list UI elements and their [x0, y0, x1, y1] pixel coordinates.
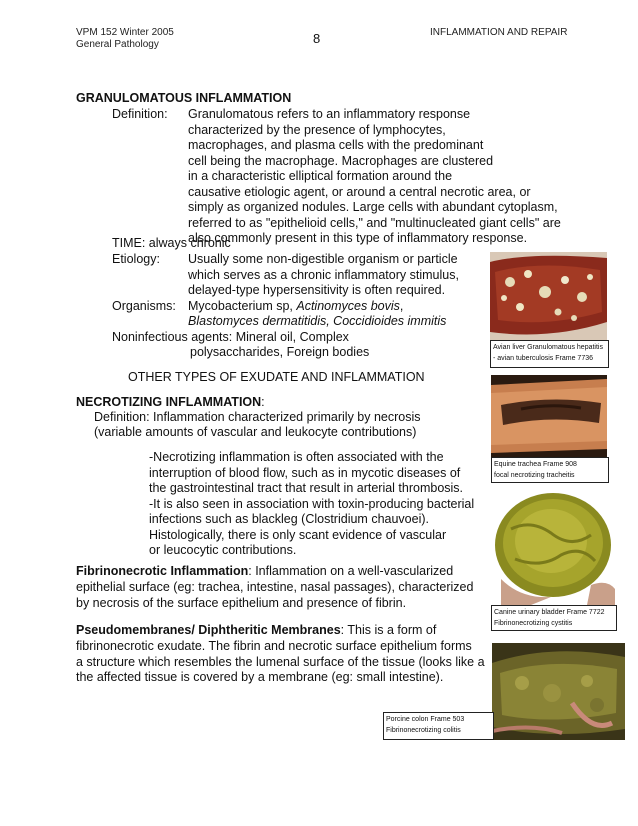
definition-text — [188, 107, 561, 247]
porcine-colon-image — [492, 643, 625, 740]
organisms-plain: Mycobacterium sp, — [188, 299, 297, 313]
time-line: TIME: always chronic — [112, 236, 231, 250]
caption-line: Fibrinonecrotizing cystitis — [494, 620, 573, 627]
equine-trachea-image — [491, 375, 607, 457]
noninfectious-line2: polysaccharides, Foreign bodies — [190, 345, 370, 359]
fibrinonecrotic-line2: epithelial surface (eg: trachea, intestine, nasal passages), characterized — [76, 580, 474, 594]
fibrinonecrotic-title: Fibrinonecrotic Inflammation — [76, 564, 249, 578]
organisms-end: , — [399, 299, 404, 313]
necrotizing-line: -It is also seen in association with toxin-producing bacterial — [149, 496, 475, 511]
canine-bladder-image — [491, 489, 615, 605]
fibrinonecrotic-line3: by necrosis of the surface epithelium and presence of fibrin. — [76, 596, 407, 610]
avian-liver-image — [490, 252, 607, 340]
granulomatous-title: GRANULOMATOUS INFLAMMATION — [76, 91, 292, 105]
etiology-line: delayed-type hypersensitivity is often required. — [188, 283, 446, 297]
necrotizing-line: Histologically, there is only scant evidence of vascular — [149, 527, 447, 542]
definition-line: also commonly present in this type of inflammatory response. — [188, 231, 528, 245]
definition-line: simply as organized nodules. Large cells with abundant cytoplasm, — [188, 200, 558, 214]
figure-canine-bladder-caption — [491, 605, 617, 631]
necrotizing-definition-line1: Definition: Inflammation characterized primarily by necrosis — [94, 410, 421, 424]
necrotizing-line: the gastrointestinal tract that result in arterial thrombosis. — [149, 481, 464, 495]
necrotizing-line: -Necrotizing inflammation is often associated with the — [149, 450, 444, 464]
figure-canine-bladder-photo — [491, 489, 615, 605]
organisms-line2: Blastomyces dermatitidis, Coccidioides immitis — [188, 314, 447, 328]
necrotizing-title-suffix: : — [261, 395, 265, 409]
pseudomembranes-title: Pseudomembranes/ Diphtheritic Membranes — [76, 623, 341, 637]
necrotizing-definition-line2: (variable amounts of vascular and leukocyte contributions) — [94, 425, 417, 439]
caption-line: Equine trachea Frame 908 — [494, 461, 577, 468]
figure-avian-liver-photo — [490, 252, 607, 340]
definition-line: referred to as "epithelioid cells," and "multinucleated giant cells" are — [188, 215, 561, 230]
caption-line: Porcine colon Frame 503 — [386, 716, 465, 723]
definition-line: macrophages, and plasma cells with the predominant — [188, 138, 484, 152]
caption-line: - avian tuberculosis Frame 7736 — [493, 355, 593, 362]
pseudomembranes-line1 — [76, 623, 436, 639]
definition-line: causative etiologic agent, or around a central necrotic area, or — [188, 184, 531, 199]
definition-line: Granulomatous refers to an inflammatory response — [188, 107, 471, 121]
pseudomembranes-line2: fibrinonecrotic exudate. The fibrin and necrotic surface epithelium forms — [76, 639, 472, 653]
necrotizing-line: infections such as blackleg (Clostridium chauvoei). — [149, 512, 429, 526]
necrotizing-line: or leucocytic contributions. — [149, 543, 297, 557]
pseudomembranes-line4: the affected tissue is covered by a membrane (eg: small intestine). — [76, 670, 444, 684]
definition-line: cell being the macrophage. Macrophages are clustered — [188, 153, 494, 168]
header-course-line1: VPM 152 Winter 2005 — [76, 27, 174, 38]
fibrinonecrotic-line1 — [76, 564, 453, 580]
header-course — [76, 27, 174, 51]
pseudomembranes-line3: a structure which resembles the lumenal surface of the tissue (looks like a — [76, 655, 485, 669]
header-course-line2: General Pathology — [76, 39, 159, 50]
caption-line: Avian liver Granulomatous hepatitis — [493, 344, 603, 351]
figure-equine-trachea-photo — [491, 375, 607, 457]
noninfectious-line1: Noninfectious agents: Mineral oil, Complex — [112, 330, 349, 344]
page-number: 8 — [313, 31, 321, 46]
figure-equine-trachea-caption — [491, 457, 609, 483]
figure-porcine-colon-caption — [383, 712, 494, 740]
caption-line: Canine urinary bladder Frame 7722 — [494, 609, 605, 616]
figure-porcine-colon-photo — [492, 643, 625, 740]
caption-line: focal necrotizing tracheitis — [494, 472, 575, 479]
figure-avian-liver-caption — [490, 340, 609, 368]
necrotizing-title-text: NECROTIZING INFLAMMATION — [76, 395, 262, 409]
definition-label: Definition: — [112, 107, 168, 121]
necrotizing-line: interruption of blood flow, such as in mycotic diseases of — [149, 465, 461, 480]
organisms-line1 — [188, 299, 403, 315]
etiology-line: Usually some non-digestible organism or particle — [188, 252, 458, 266]
definition-line: in a characteristic elliptical formation around the — [188, 169, 453, 183]
necrotizing-title — [76, 395, 265, 411]
caption-line: Fibrinonecrotizing colitis — [386, 727, 461, 734]
etiology-text — [188, 252, 459, 299]
header-section-title: INFLAMMATION AND REPAIR — [430, 27, 568, 38]
definition-line: characterized by the presence of lymphocytes, — [188, 122, 446, 137]
fibrinonecrotic-line1-rest: : Inflammation on a well-vascularized — [248, 564, 454, 578]
etiology-line: which serves as a chronic inflammatory stimulus, — [188, 267, 459, 282]
pseudomembranes-line1-rest: : This is a form of — [340, 623, 437, 637]
organisms-italic: Actinomyces bovis — [296, 299, 400, 313]
necrotizing-body — [149, 450, 474, 559]
organisms-label: Organisms: — [112, 299, 176, 313]
other-types-heading: OTHER TYPES OF EXUDATE AND INFLAMMATION — [128, 370, 425, 384]
etiology-label: Etiology: — [112, 252, 160, 266]
